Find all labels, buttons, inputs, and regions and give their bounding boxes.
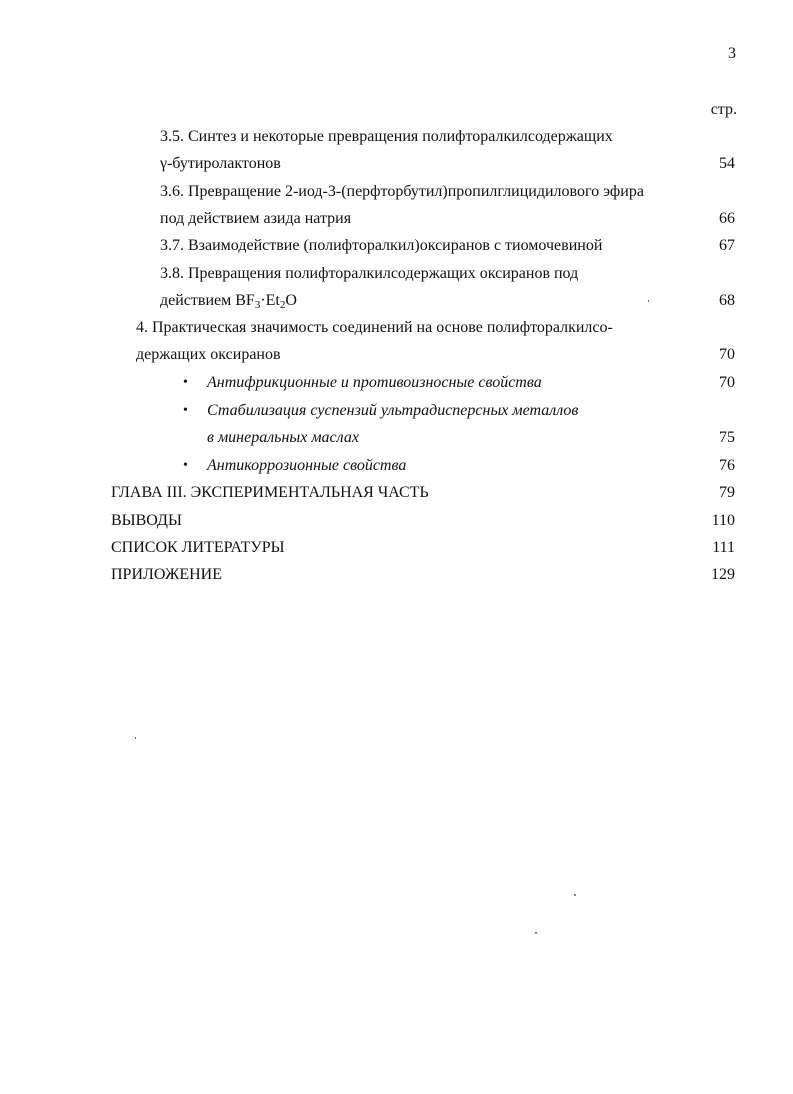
- toc-bullet-anticorrosion-page: 76: [719, 457, 735, 474]
- toc-bullet-stabilization-line2: в минеральных маслах: [207, 429, 359, 446]
- bullet-icon: •: [183, 458, 188, 473]
- toc-references-page: 111: [712, 539, 735, 556]
- toc-entry-3-5-line2: γ-бутиролактонов: [160, 155, 281, 172]
- bullet-icon: •: [183, 375, 188, 390]
- scan-speck: [135, 737, 136, 739]
- toc-entry-3-8-page: 68: [719, 292, 735, 309]
- scan-speck: [535, 932, 537, 934]
- formula-prefix: действием BF: [160, 292, 255, 309]
- toc-bullet-stabilization-line1: Стабилизация суспензий ультрадисперсных металлов: [207, 402, 579, 419]
- toc-conclusions: ВЫВОДЫ: [111, 512, 182, 529]
- toc-appendix: ПРИЛОЖЕНИЕ: [111, 566, 223, 583]
- toc-entry-4-line2: держащих оксиранов: [136, 346, 281, 363]
- toc-entry-3-6-line2: под действием азида натрия: [160, 210, 352, 227]
- toc-bullet-stabilization-page: 75: [719, 429, 735, 446]
- toc-entry-3-6-line1: 3.6. Превращение 2-иод-3-(перфторбутил)пропилглицидилового эфира: [160, 183, 644, 200]
- toc-appendix-page: 129: [711, 566, 735, 583]
- toc-chapter-3: ГЛАВА III. ЭКСПЕРИМЕНТАЛЬНАЯ ЧАСТЬ: [111, 484, 429, 501]
- formula-sub-2: 2: [279, 299, 286, 311]
- scan-speck: [648, 300, 649, 302]
- formula-sub-3: 3: [254, 299, 261, 311]
- toc-entry-3-5-page: 54: [719, 155, 735, 172]
- toc-entry-4-line1: 4. Практическая значимость соединений на основе полифторалкилсо-: [136, 319, 613, 336]
- toc-entry-3-6-page: 66: [719, 210, 735, 227]
- toc-entry-3-8-line1: 3.8. Превращения полифторалкилсодержащих оксиранов под: [160, 265, 579, 282]
- toc-entry-3-7-page: 67: [719, 237, 735, 254]
- page-number: 3: [728, 45, 736, 62]
- toc-bullet-antifriction: Антифрикционные и противоизносные свойства: [207, 374, 542, 391]
- bullet-icon: •: [183, 403, 188, 418]
- toc-bullet-antifriction-page: 70: [719, 374, 735, 391]
- toc-entry-3-8-line2: [160, 291, 297, 315]
- scan-speck: [574, 894, 576, 896]
- toc-conclusions-page: 110: [711, 512, 735, 529]
- page-column-header: стр.: [710, 101, 737, 118]
- toc-entry-3-7-line1: 3.7. Взаимодействие (полифторалкил)оксиранов с тиомочевиной: [160, 237, 603, 254]
- formula-suffix: O: [285, 292, 297, 309]
- toc-chapter-3-page: 79: [719, 484, 735, 501]
- toc-references: СПИСОК ЛИТЕРАТУРЫ: [111, 539, 285, 556]
- toc-entry-4-page: 70: [719, 346, 735, 363]
- toc-entry-3-5-line1: 3.5. Синтез и некоторые превращения полифторалкилсодержащих: [160, 128, 613, 145]
- toc-bullet-anticorrosion: Антикоррозионные свойства: [207, 457, 407, 474]
- formula-mid: ·Et: [260, 292, 280, 309]
